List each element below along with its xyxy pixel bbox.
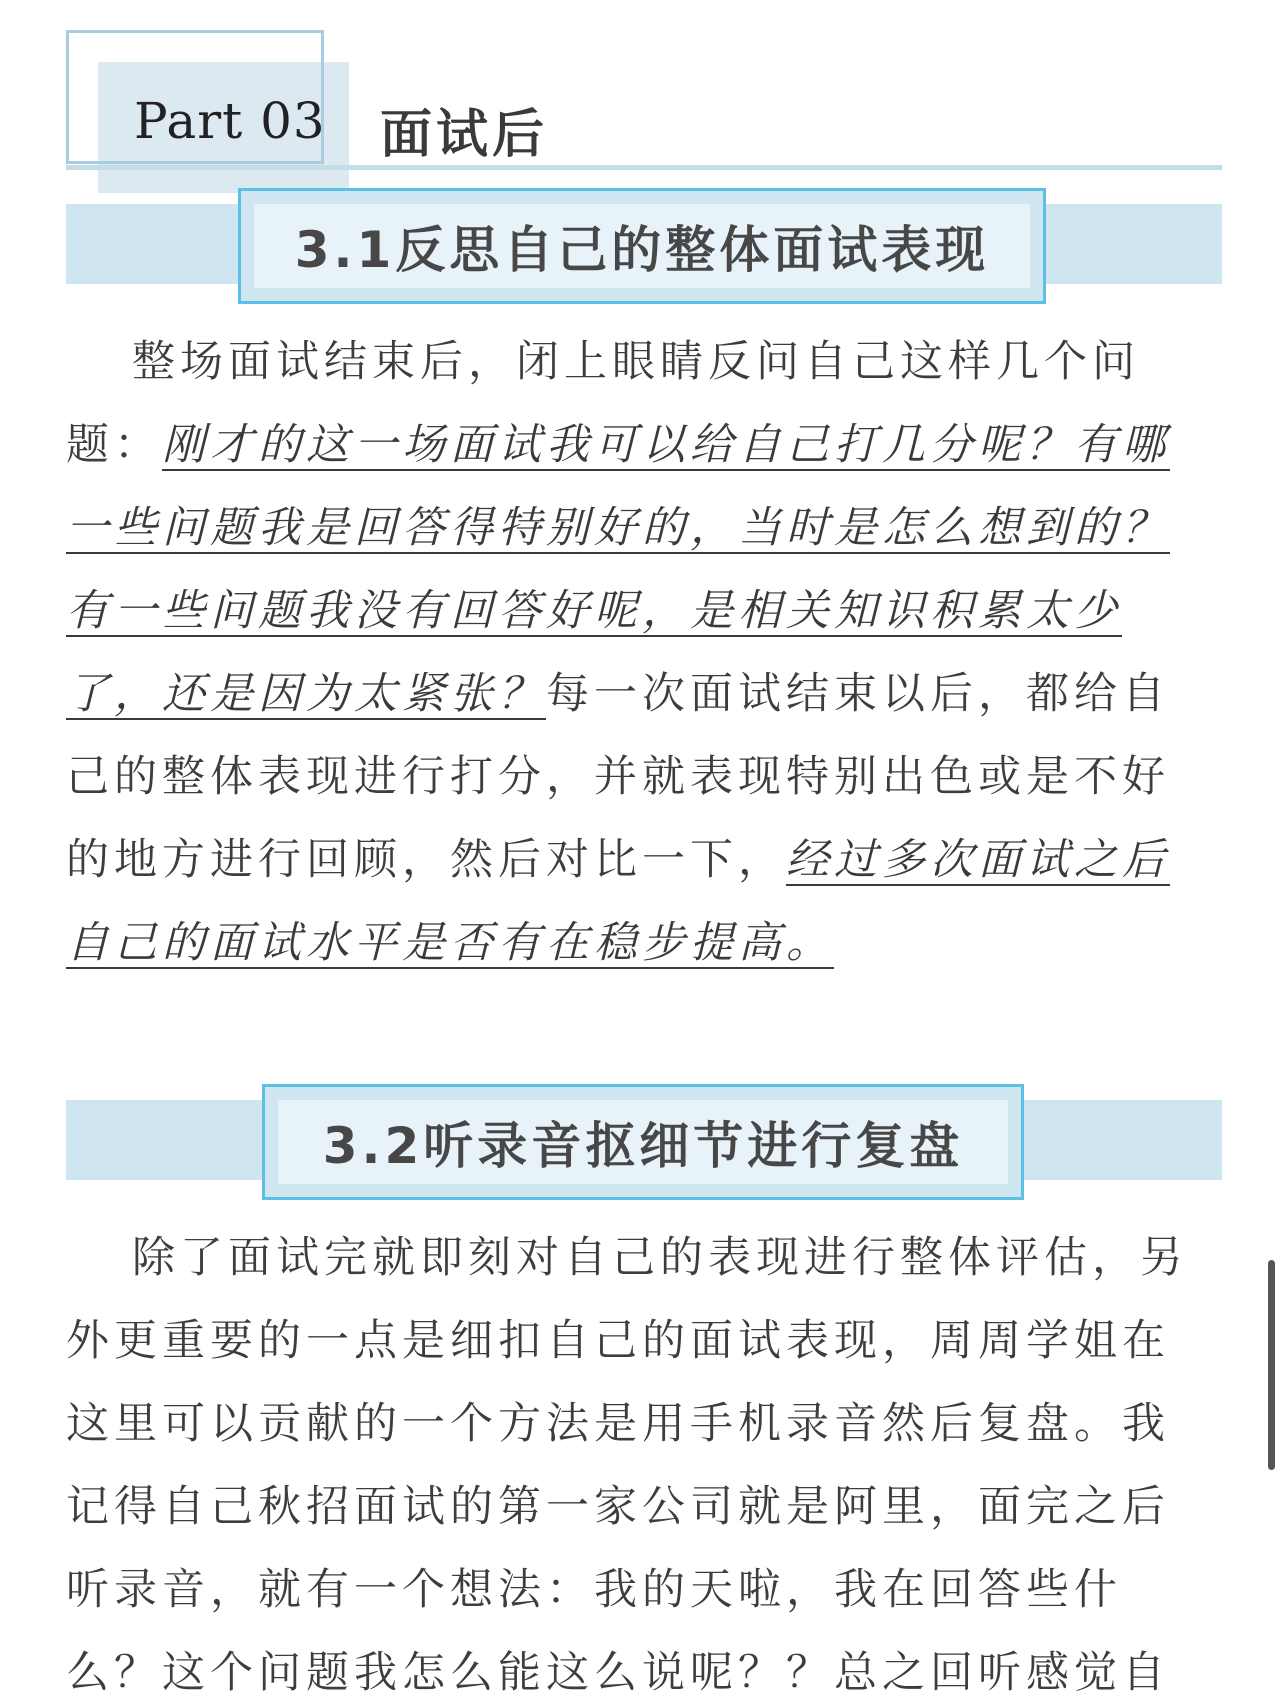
paragraph-line	[66, 1226, 1222, 1290]
emphasized-text: 经过多次面试之后	[786, 835, 1170, 885]
text-segment: 每一次面试结束以后，都给自	[546, 669, 1170, 719]
emphasized-text: 自己的面试水平是否有在稳步提高。	[66, 918, 834, 968]
paragraph-line	[66, 1309, 1222, 1373]
section-1-heading-inner	[254, 204, 1030, 288]
paragraph-line	[66, 662, 1222, 726]
section-1-heading-box	[238, 188, 1046, 304]
emphasized-text: 有一些问题我没有回答好呢，是相关知识积累太少	[66, 586, 1122, 636]
text-segment: 记得自己秋招面试的第一家公司就是阿里，面完之后	[66, 1482, 1170, 1532]
text-segment: 么？这个问题我怎么能这么说呢？？总之回听感觉自	[66, 1648, 1170, 1698]
paragraph-line	[66, 911, 1222, 975]
section-1-heading: 3.1反思自己的整体面试表现	[294, 221, 990, 279]
section-2-heading-inner	[278, 1100, 1008, 1184]
part-label: Part 03	[134, 92, 326, 150]
paragraph-line	[66, 1641, 1222, 1705]
emphasized-text: 一些问题我是回答得特别好的，当时是怎么想到的？	[66, 503, 1170, 553]
text-segment: 整场面试结束后，闭上眼睛反问自己这样几个问	[132, 337, 1140, 387]
paragraph-line	[66, 413, 1222, 477]
vertical-scrollbar[interactable]	[1268, 1260, 1275, 1470]
paragraph-line	[66, 496, 1222, 560]
paragraph-line	[66, 1558, 1222, 1622]
emphasized-text: 了，还是因为太紧张？	[66, 669, 546, 719]
text-segment: 题：	[66, 420, 162, 470]
text-segment: 外更重要的一点是细扣自己的面试表现，周周学姐在	[66, 1316, 1170, 1366]
paragraph-line	[66, 745, 1222, 809]
text-segment: 己的整体表现进行打分，并就表现特别出色或是不好	[66, 752, 1170, 802]
paragraph-line	[66, 1392, 1222, 1456]
part-title: 面试后	[380, 105, 549, 165]
emphasized-text: 刚才的这一场面试我可以给自己打几分呢？有哪	[162, 420, 1170, 470]
part-underline	[66, 165, 1222, 170]
paragraph-line	[66, 579, 1222, 643]
paragraph-line	[66, 828, 1222, 892]
text-segment: 除了面试完就即刻对自己的表现进行整体评估，另	[132, 1233, 1188, 1283]
section-2-heading: 3.2听录音抠细节进行复盘	[322, 1117, 964, 1175]
paragraph-line	[66, 330, 1222, 394]
text-segment: 听录音，就有一个想法：我的天啦，我在回答些什	[66, 1565, 1122, 1615]
text-segment: 这里可以贡献的一个方法是用手机录音然后复盘。我	[66, 1399, 1170, 1449]
paragraph-line	[66, 1475, 1222, 1539]
text-segment: 的地方进行回顾，然后对比一下，	[66, 835, 786, 885]
section-2-heading-box	[262, 1084, 1024, 1200]
